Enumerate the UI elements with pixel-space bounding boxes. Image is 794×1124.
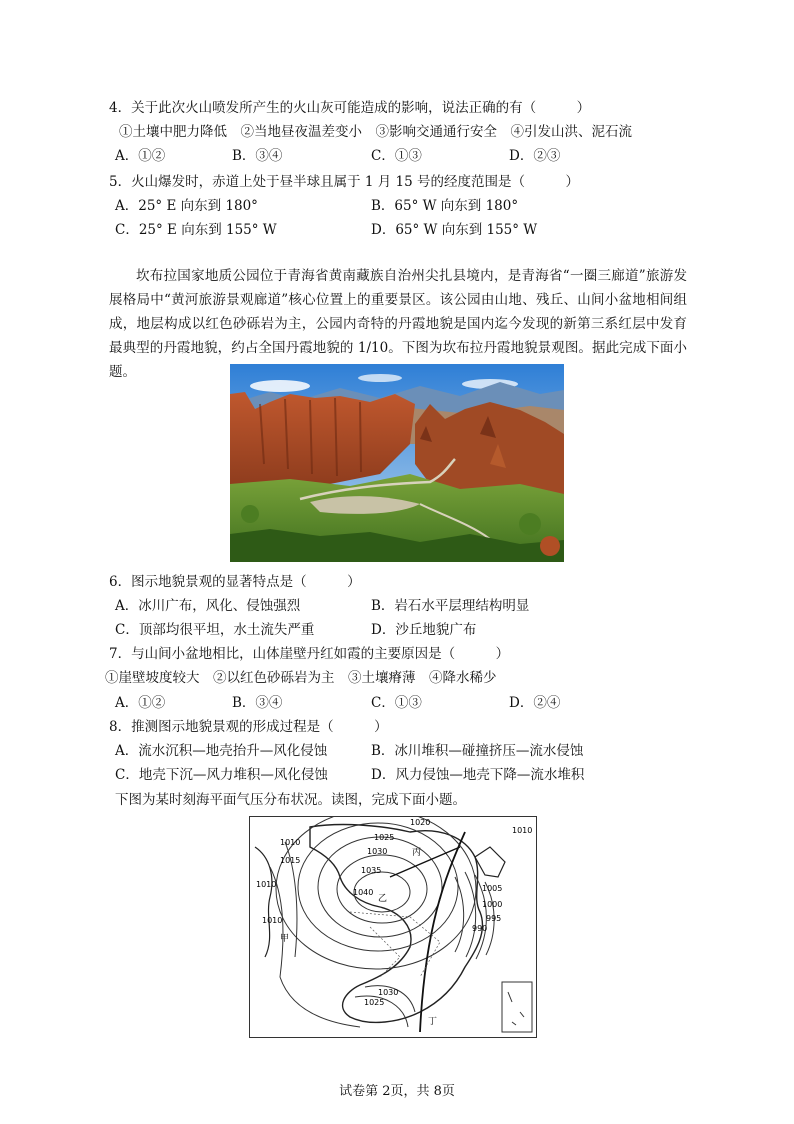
q5-option-d: D．65° W 向东到 155° W: [371, 222, 538, 238]
place-label-jia: 甲: [280, 934, 290, 944]
q6-option-a: A．冰川广布，风化、侵蚀强烈: [115, 598, 301, 614]
q8-stem: 8．推测图示地貌景观的形成过程是（ ）: [109, 719, 388, 735]
q7-items: ①崖壁坡度较大 ②以红色砂砾岩为主 ③土壤瘠薄 ④降水稀少: [105, 670, 497, 686]
isobar-label-1015: 1015: [280, 856, 301, 865]
isobar-label-1010-nw: 1010: [280, 838, 301, 847]
q4-option-a: A．①②: [115, 148, 166, 164]
isobar-label-1020: 1020: [410, 818, 431, 827]
q4-stem: 4．关于此次火山喷发所产生的火山灰可能造成的影响，说法正确的有（ ）: [109, 100, 591, 116]
isobar-label-1030: 1030: [367, 847, 388, 856]
q5-stem: 5．火山爆发时，赤道上处于昼半球且属于 1 月 15 号的经度范围是（ ）: [109, 174, 580, 190]
isobar-label-1035: 1035: [361, 866, 382, 875]
place-label-bing: 丙: [412, 848, 422, 858]
q7-option-d: D．②④: [509, 695, 561, 711]
q6-stem: 6．图示地貌景观的显著特点是（ ）: [109, 574, 361, 590]
passage-kanbula: 坎布拉国家地质公园位于青海省黄南藏族自治州尖扎县境内，是青海省“一圈三廊道”旅游发展格局中“黄河旅游景观廊道”核心位置上的重要景区。该公园由山地、残丘、山间小盆地相间组成，地层构成以红色砂砾岩为主，公园内奇特的丹霞地貌是国内迄今发现的新第三系红层中发育最典型的丹霞地貌，约占全国丹霞地貌的 1/10。下图为坎布拉丹霞地貌景观图。据此完成下面小题。: [109, 268, 687, 380]
q6-option-c: C．顶部均很平坦，水土流失严重: [115, 622, 315, 638]
place-label-ding: 丁: [428, 1017, 438, 1027]
q8-option-b: B．冰川堆积—碰撞挤压—流水侵蚀: [371, 743, 584, 759]
isobar-label-1010-ne: 1010: [512, 826, 533, 835]
isobar-label-1005: 1005: [482, 884, 503, 893]
q7-option-c: C．①③: [371, 695, 422, 711]
q4-option-c: C．①③: [371, 148, 422, 164]
isobar-label-995: 995: [486, 914, 502, 923]
q4-items: ①土壤中肥力降低 ②当地昼夜温差变小 ③影响交通通行安全 ④引发山洪、泥石流: [119, 124, 632, 140]
danxia-landscape-illustration: [230, 364, 564, 562]
isobar-label-1040: 1040: [353, 888, 374, 897]
q5-option-b: B．65° W 向东到 180°: [371, 198, 519, 214]
danxia-landscape-photo: [230, 364, 564, 562]
q4-option-b: B．③④: [232, 148, 283, 164]
q6-option-d: D．沙丘地貌广布: [371, 622, 477, 638]
q5-option-a: A．25° E 向东到 180°: [115, 198, 258, 214]
q7-stem: 7．与山间小盆地相比，山体崖壁丹红如霞的主要原因是（ ）: [109, 646, 510, 662]
isobar-label-990: 990: [472, 924, 488, 933]
isobar-map-illustration: [250, 817, 536, 1037]
isobar-label-1010-w: 1010: [256, 880, 277, 889]
q7-option-b: B．③④: [232, 695, 283, 711]
isobar-map: [249, 816, 537, 1038]
q8-option-a: A．流水沉积—地壳抬升—风化侵蚀: [115, 743, 328, 759]
q8-option-d: D．风力侵蚀—地壳下降—流水堆积: [371, 767, 585, 783]
q5-option-c: C．25° E 向东到 155° W: [115, 222, 277, 238]
isobar-label-1025-s: 1025: [364, 998, 385, 1007]
isobar-label-1030-s: 1030: [378, 988, 399, 997]
page-footer: 试卷第 2页，共 8页: [339, 1084, 455, 1099]
isobar-label-1025: 1025: [374, 833, 395, 842]
q8-option-c: C．地壳下沉—风力堆积—风化侵蚀: [115, 767, 328, 783]
q4-option-d: D．②③: [509, 148, 561, 164]
q7-option-a: A．①②: [115, 695, 166, 711]
q6-option-b: B．岩石水平层理结构明显: [371, 598, 530, 614]
isobar-label-1010-sw: 1010: [262, 916, 283, 925]
isobar-label-1000: 1000: [482, 900, 503, 909]
isobar-map-intro: 下图为某时刻海平面气压分布状况。读图，完成下面小题。: [115, 792, 466, 808]
place-label-yi: 乙: [378, 894, 388, 904]
